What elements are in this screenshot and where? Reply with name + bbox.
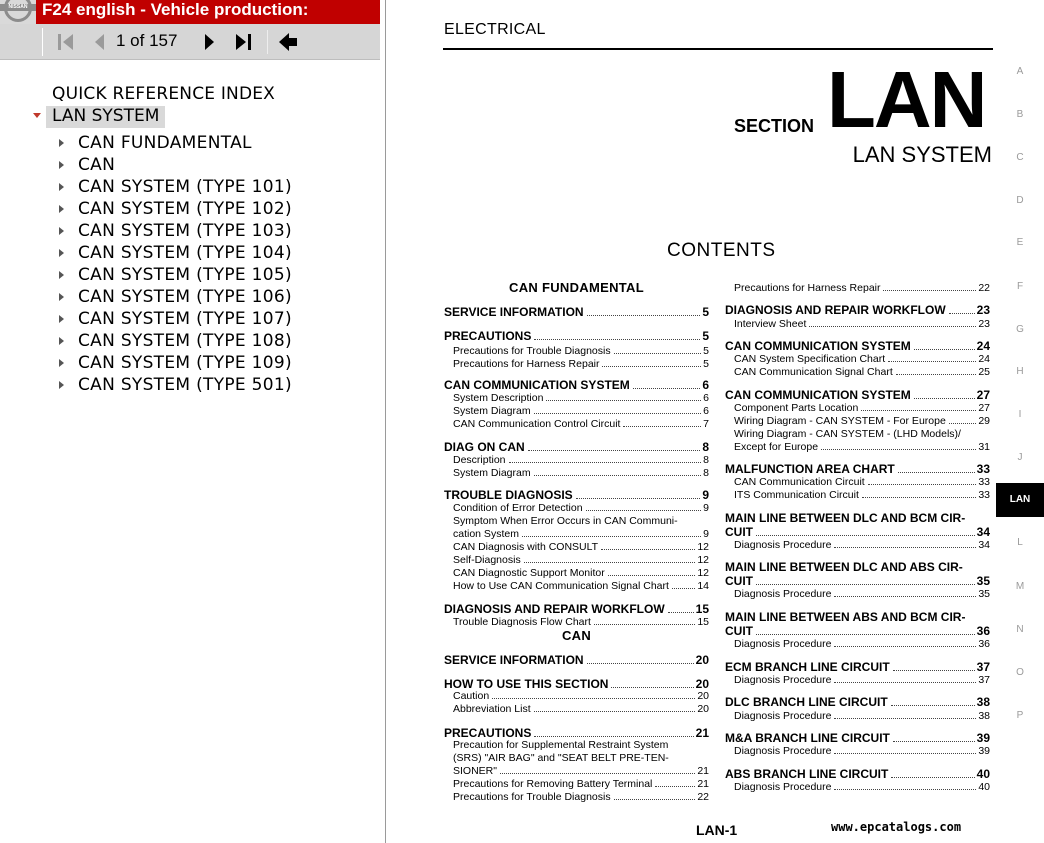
toc-page-number[interactable]: 25 [978,366,990,378]
tree-item-label[interactable]: CAN [78,155,116,175]
dot-leader [587,663,694,664]
toc-page-number[interactable]: 12 [697,567,709,579]
dot-leader [655,786,695,787]
toc-page-number[interactable]: 34 [978,539,990,551]
section-tab[interactable]: C [1016,152,1024,163]
toc-entry-title[interactable]: Caution [453,690,490,702]
section-name: LAN SYSTEM [852,142,992,167]
toc-entry[interactable] [725,488,990,502]
expand-triangle-icon[interactable] [59,161,64,169]
toc-page-number[interactable]: 38 [976,695,990,709]
dot-leader [586,510,702,511]
toc-page-number[interactable]: 27 [978,402,990,414]
toc-entry-title[interactable]: CAN Communication Control Circuit [453,418,621,430]
toc-entry-title[interactable]: CAN Diagnosis with CONSULT [453,541,599,553]
dot-leader [914,398,975,399]
toc-entry[interactable] [444,501,709,515]
dot-leader [883,290,976,291]
section-tab[interactable]: D [1016,195,1024,206]
section-tab[interactable]: H [1016,366,1024,377]
dot-leader [834,682,976,683]
dot-leader [546,400,701,401]
section-tab[interactable]: G [1016,324,1024,335]
toc-page-number[interactable]: 39 [978,745,990,757]
tree-item-label[interactable]: CAN FUNDAMENTAL [78,133,252,153]
toc-entry[interactable] [444,553,709,567]
toc-entry[interactable] [725,365,990,379]
dot-leader [862,497,976,498]
toc-entry[interactable] [725,414,990,428]
toc-entry[interactable] [444,391,709,405]
toc-entry[interactable] [444,540,709,554]
toc-entry-title[interactable]: Condition of Error Detection [453,502,583,514]
toc-entry[interactable] [444,417,709,431]
toc-group-title: CAN FUNDAMENTAL [509,280,644,295]
toc-entry-title[interactable]: Except for Europe [734,441,819,453]
toc-entry[interactable] [444,702,709,716]
dot-leader [834,753,976,754]
toc-entry-title[interactable]: Diagnosis Procedure [734,710,832,722]
tree-item-label[interactable]: CAN SYSTEM (TYPE 501) [78,375,292,395]
toc-entry-title[interactable]: PRECAUTIONS [444,726,532,740]
nissan-logo: NISSAN [0,0,36,24]
toc-page-number[interactable]: 33 [978,489,990,501]
toc-entry[interactable] [725,709,990,723]
toc-page-number[interactable]: 37 [976,660,990,674]
toc-entry-title[interactable]: Diagnosis Procedure [734,588,832,600]
tree-node-label[interactable]: LAN SYSTEM [46,106,165,128]
tree-item-label[interactable]: CAN SYSTEM (TYPE 103) [78,221,292,241]
section-tab[interactable]: J [1017,452,1023,463]
toc-entry-title[interactable]: ECM BRANCH LINE CIRCUIT [725,660,890,674]
toc-page-number[interactable]: 15 [697,616,709,628]
tree-item-label[interactable]: CAN SYSTEM (TYPE 108) [78,331,292,351]
section-code: LAN [827,55,986,144]
toc-entry-title[interactable]: Diagnosis Procedure [734,539,832,551]
back-arrow-icon[interactable] [277,30,299,54]
dot-leader [809,326,976,327]
dot-leader [602,366,701,367]
dot-leader [888,361,976,362]
header-rule [443,48,993,50]
first-page-icon[interactable] [55,30,77,54]
toc-entry[interactable] [725,352,990,366]
dot-leader [594,624,695,625]
toc-entry[interactable] [725,281,990,295]
dot-leader [509,462,702,463]
section-tab[interactable]: P [1016,710,1024,721]
toc-entry-text[interactable]: MAIN LINE BETWEEN DLC AND BCM CIR- [725,511,966,525]
toc-page-number[interactable]: 20 [697,703,709,715]
toc-entry-title[interactable]: Abbreviation List [453,703,531,715]
toc-entry-title[interactable]: Wiring Diagram - CAN SYSTEM - For Europe [734,415,946,427]
toc-entry-title[interactable]: SERVICE INFORMATION [444,305,584,319]
toc-page-number[interactable]: 40 [976,767,990,781]
dot-leader [821,449,976,450]
toc-page-number[interactable]: 27 [976,388,990,402]
toc-entry[interactable] [444,790,709,804]
expand-triangle-icon[interactable] [59,139,64,147]
toc-entry[interactable] [725,637,990,651]
navigation-toolbar [0,24,380,60]
dot-leader [834,596,976,597]
toc-heading[interactable] [725,302,990,318]
toc-entry[interactable] [725,744,990,758]
toc-entry-title[interactable]: CAN COMMUNICATION SYSTEM [725,339,911,353]
dot-leader [534,711,696,712]
expand-triangle-icon[interactable] [59,315,64,323]
toc-page-number[interactable]: 20 [695,653,709,667]
previous-page-icon[interactable] [89,30,111,54]
toc-page-number[interactable]: 20 [695,677,709,691]
toc-entry-title[interactable]: SIONER" [453,765,497,777]
toc-entry-title[interactable]: Diagnosis Procedure [734,638,832,650]
dot-leader [834,718,976,719]
dot-leader [896,374,977,375]
toc-heading[interactable] [444,328,709,344]
toc-entry[interactable] [444,777,709,791]
toc-entry-title[interactable]: TROUBLE DIAGNOSIS [444,488,573,502]
dot-leader [524,562,696,563]
toc-page-number[interactable]: 35 [976,574,990,588]
section-label: SECTION [734,116,815,136]
dot-leader [834,789,976,790]
dot-leader [861,410,976,411]
document-page [387,0,1044,843]
dot-leader [756,584,975,585]
section-tab[interactable]: N [1016,624,1024,635]
dot-leader [949,313,975,314]
toc-entry-title[interactable]: Interview Sheet [734,318,807,330]
section-tab[interactable]: I [1018,409,1022,420]
toc-entry-title[interactable]: Description [453,454,506,466]
dot-leader [534,339,700,340]
toc-page-number[interactable]: 36 [978,638,990,650]
toc-entry-title[interactable]: Precautions for Harness Repair [734,282,881,294]
toc-entry-title[interactable]: CUIT [725,624,753,638]
toc-page-number[interactable]: 23 [976,303,990,317]
toc-entry[interactable] [725,538,990,552]
toc-entry-title[interactable]: System Description [453,392,544,404]
toc-entry[interactable] [725,673,990,687]
toc-entry[interactable] [444,344,709,358]
toc-entry-title[interactable]: cation System [453,528,519,540]
expand-triangle-icon[interactable] [59,249,64,257]
dot-leader [898,472,975,473]
tree-item-label[interactable]: CAN SYSTEM (TYPE 106) [78,287,292,307]
next-page-icon[interactable] [199,30,221,54]
page-header: ELECTRICAL [444,21,546,38]
toc-entry-title[interactable]: M&A BRANCH LINE CIRCUIT [725,731,890,745]
toc-entry[interactable] [725,475,990,489]
section-tab[interactable]: F [1016,281,1024,292]
toc-entry-title[interactable]: How to Use CAN Communication Signal Chart [453,580,669,592]
toc-entry-title[interactable]: CUIT [725,525,753,539]
toc-heading[interactable] [444,652,709,668]
dot-leader [534,475,702,476]
collapse-triangle-icon[interactable] [33,113,41,118]
toc-page-number[interactable]: 21 [695,726,709,740]
toc-entry[interactable] [444,404,709,418]
expand-triangle-icon[interactable] [59,381,64,389]
toc-page-number[interactable]: 33 [978,476,990,488]
toc-entry[interactable] [444,527,709,541]
toc-entry[interactable] [444,579,709,593]
page-indicator[interactable]: 1 of 157 [116,31,178,50]
toc-entry-title[interactable]: System Diagram [453,405,531,417]
dot-leader [891,777,974,778]
watermark-url: www.epcatalogs.com [831,820,962,834]
dot-leader [633,388,701,389]
toc-entry-title[interactable]: Diagnosis Procedure [734,745,832,757]
toc-heading[interactable] [444,304,709,320]
expand-triangle-icon[interactable] [59,227,64,235]
section-tab[interactable]: M [1015,581,1025,592]
toc-page-number[interactable]: 24 [976,339,990,353]
toc-entry-title[interactable]: CUIT [725,574,753,588]
expand-triangle-icon[interactable] [59,359,64,367]
toc-entry-text[interactable]: Wiring Diagram - CAN SYSTEM - (LHD Models)/ [734,428,961,440]
dot-leader [893,670,975,671]
tree-item-label[interactable]: CAN SYSTEM (TYPE 101) [78,177,292,197]
toc-entry-title[interactable]: HOW TO USE THIS SECTION [444,677,609,691]
toc-entry[interactable] [725,401,990,415]
toc-page-number[interactable]: 5 [702,329,709,343]
dot-leader [500,773,695,774]
expand-triangle-icon[interactable] [59,183,64,191]
section-tab[interactable]: L [1017,537,1023,548]
dot-leader [614,799,696,800]
toc-page-number[interactable]: 6 [703,405,709,417]
dot-leader [949,423,977,424]
toc-entry-text[interactable]: Symptom When Error Occurs in CAN Communi- [453,515,678,527]
dot-leader [756,634,975,635]
toc-entry[interactable] [444,689,709,703]
toc-entry[interactable] [444,566,709,580]
dot-leader [914,349,975,350]
toc-page-number[interactable]: 34 [976,525,990,539]
toc-page-number[interactable]: 5 [703,345,709,357]
dot-leader [623,426,701,427]
toc-entry[interactable] [444,466,709,480]
toc-entry-title[interactable]: System Diagram [453,467,531,479]
toc-page-number[interactable]: 14 [697,580,709,592]
section-tab[interactable]: E [1016,237,1024,248]
toc-entry[interactable] [444,615,709,629]
dot-leader [522,536,701,537]
toc-entry-title[interactable]: MALFUNCTION AREA CHART [725,462,895,476]
toc-page-number[interactable]: 23 [978,318,990,330]
toc-entry-text[interactable]: Precaution for Supplemental Restraint System [453,739,669,751]
dot-leader [834,646,976,647]
toc-page-number[interactable]: 8 [703,454,709,466]
dot-leader [614,353,702,354]
toc-entry-title[interactable]: Diagnosis Procedure [734,674,832,686]
toc-entry-title[interactable]: DIAGNOSIS AND REPAIR WORKFLOW [725,303,946,317]
toc-entry-title[interactable]: Component Parts Location [734,402,859,414]
section-tab[interactable]: LAN [996,483,1044,517]
contents-title: CONTENTS [667,240,776,261]
dot-leader [534,736,693,737]
last-page-icon[interactable] [232,30,254,54]
toc-entry[interactable] [444,453,709,467]
tree-item-label[interactable]: CAN SYSTEM (TYPE 105) [78,265,292,285]
toc-entry[interactable] [444,357,709,371]
toc-entry-title[interactable]: CAN System Specification Chart [734,353,886,365]
toc-page-number[interactable]: 37 [978,674,990,686]
dot-leader [672,588,695,589]
toc-entry-text[interactable]: MAIN LINE BETWEEN ABS AND BCM CIR- [725,610,966,624]
toc-entry-text[interactable]: MAIN LINE BETWEEN DLC AND ABS CIR- [725,560,963,574]
toc-page-number[interactable]: 5 [703,358,709,370]
dot-leader [868,484,977,485]
toc-entry-title[interactable]: DIAGNOSIS AND REPAIR WORKFLOW [444,602,665,616]
toc-entry-title[interactable]: CAN Communication Circuit [734,476,865,488]
bookmark-pane [0,0,386,843]
toc-page-number[interactable]: 15 [695,602,709,616]
toc-page-number[interactable]: 22 [697,791,709,803]
toc-entry[interactable] [725,440,990,454]
toc-entry[interactable] [444,764,709,778]
toc-page-number[interactable]: 12 [697,541,709,553]
toc-entry-title[interactable]: ABS BRANCH LINE CIRCUIT [725,767,889,781]
dot-leader [608,575,696,576]
dot-leader [534,413,702,414]
toc-entry-title[interactable]: DLC BRANCH LINE CIRCUIT [725,695,888,709]
toc-page-number[interactable]: 9 [703,502,709,514]
title-bar [0,0,380,24]
expand-triangle-icon[interactable] [59,337,64,345]
tree-item-label[interactable]: CAN SYSTEM (TYPE 102) [78,199,292,219]
toc-entry[interactable] [725,317,990,331]
toc-page-number[interactable]: 9 [703,528,709,540]
dot-leader [587,315,701,316]
tree-item-label[interactable]: CAN SYSTEM (TYPE 107) [78,309,292,329]
dot-leader [834,547,976,548]
toc-page-number[interactable]: 7 [703,418,709,430]
toc-page-number[interactable]: 5 [702,305,709,319]
toc-page-number[interactable]: 21 [697,778,709,790]
dot-leader [576,498,701,499]
toc-entry-text[interactable]: (SRS) "AIR BAG" and "SEAT BELT PRE-TEN- [453,752,669,764]
expand-triangle-icon[interactable] [59,271,64,279]
toc-heading[interactable] [725,694,990,710]
toc-page-number[interactable]: 12 [697,554,709,566]
toc-page-number[interactable]: 8 [703,467,709,479]
toc-page-number[interactable]: 29 [978,415,990,427]
toc-entry-title[interactable]: PRECAUTIONS [444,329,532,343]
tree-item-label[interactable]: CAN SYSTEM (TYPE 104) [78,243,292,263]
toc-entry-title[interactable]: Precautions for Harness Repair [453,358,600,370]
toc-page-number[interactable]: 31 [978,441,990,453]
tree-item-label[interactable]: CAN SYSTEM (TYPE 109) [78,353,292,373]
toc-entry-title[interactable]: SERVICE INFORMATION [444,653,584,667]
page-number: LAN-1 [696,822,738,838]
toc-entry-title[interactable]: Self-Diagnosis [453,554,521,566]
toc-page-number[interactable]: 33 [976,462,990,476]
toc-entry-title[interactable]: DIAG ON CAN [444,440,525,454]
section-tab[interactable]: B [1016,109,1024,120]
toc-page-number[interactable]: 24 [978,353,990,365]
toc-entry-title[interactable]: Precautions for Trouble Diagnosis [453,345,611,357]
toc-page-number[interactable]: 35 [978,588,990,600]
section-index-tabs [996,0,1044,843]
toc-page-number[interactable]: 39 [976,731,990,745]
toc-page-number[interactable]: 38 [978,710,990,722]
toc-page-number[interactable]: 20 [697,690,709,702]
toc-entry-title[interactable]: Precautions for Removing Battery Terminal [453,778,653,790]
toc-entry-title[interactable]: Precautions for Trouble Diagnosis [453,791,611,803]
toc-entry-title[interactable]: Trouble Diagnosis Flow Chart [453,616,591,628]
dot-leader [668,612,694,613]
toc-page-number[interactable]: 6 [702,378,709,392]
toc-entry-title[interactable]: CAN Communication Signal Chart [734,366,893,378]
section-tab[interactable]: A [1016,66,1024,77]
dot-leader [893,741,975,742]
dot-leader [601,549,695,550]
toc-page-number[interactable]: 9 [702,488,709,502]
toc-entry-title[interactable]: CAN COMMUNICATION SYSTEM [725,388,911,402]
dot-leader [891,705,975,706]
dot-leader [528,450,701,451]
toc-page-number[interactable]: 40 [978,781,990,793]
toc-entry-title[interactable]: Diagnosis Procedure [734,781,832,793]
toc-entry[interactable] [725,780,990,794]
toc-entry[interactable] [725,587,990,601]
toc-entry-title[interactable]: CAN Diagnostic Support Monitor [453,567,605,579]
toc-group-title: CAN [561,628,592,643]
toc-page-number[interactable]: 36 [976,624,990,638]
expand-triangle-icon[interactable] [59,293,64,301]
toc-page-number[interactable]: 22 [978,282,990,294]
toc-page-number[interactable]: 8 [702,440,709,454]
document-title: F24 english - Vehicle production: [42,0,309,19]
toc-page-number[interactable]: 6 [703,392,709,404]
expand-triangle-icon[interactable] [59,205,64,213]
dot-leader [756,535,975,536]
section-tab[interactable]: O [1016,667,1024,678]
toc-entry-title[interactable]: CAN COMMUNICATION SYSTEM [444,378,630,392]
dot-leader [492,698,695,699]
tree-root-quick-reference[interactable]: QUICK REFERENCE INDEX [52,84,276,104]
dot-leader [611,687,693,688]
toc-page-number[interactable]: 21 [697,765,709,777]
toc-entry-title[interactable]: ITS Communication Circuit [734,489,859,501]
